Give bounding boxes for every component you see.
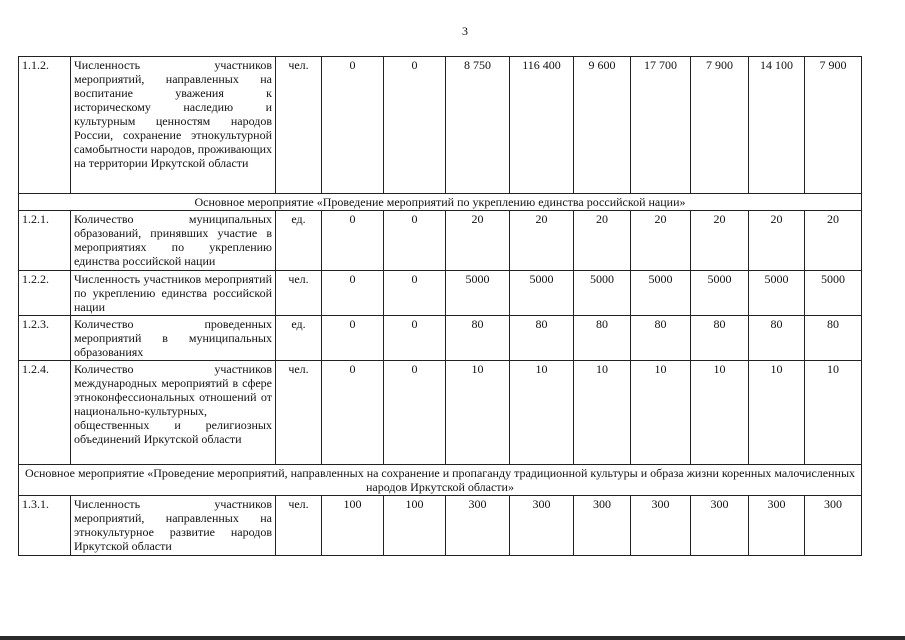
- value-cell: 7 900: [691, 57, 749, 194]
- unit: ед.: [276, 211, 322, 271]
- section-row: [19, 465, 862, 496]
- section-title: Основное мероприятие «Проведение мероприятий по укреплению единства российской нации»: [19, 194, 862, 211]
- value-cell: 300: [574, 496, 631, 556]
- value-cell: 80: [749, 316, 805, 361]
- value-cell: 0: [322, 211, 384, 271]
- value-cell: 5000: [749, 271, 805, 316]
- value-cell: 20: [749, 211, 805, 271]
- value-cell: 300: [691, 496, 749, 556]
- value-cell: 300: [510, 496, 574, 556]
- value-cell: 8 750: [446, 57, 510, 194]
- value-cell: 100: [384, 496, 446, 556]
- unit: ед.: [276, 316, 322, 361]
- value-cell: 10: [446, 361, 510, 465]
- indicators-table: [18, 56, 862, 556]
- row-code: 1.1.2.: [19, 57, 71, 194]
- value-cell: 5000: [631, 271, 691, 316]
- indicator-name: Численность участников мероприятий, направленных на этнокультурное развитие народов Иркутской области: [71, 496, 276, 556]
- indicator-name: Численность участников мероприятий по укреплению единства российской нации: [71, 271, 276, 316]
- table-row: [19, 496, 862, 556]
- value-cell: 80: [631, 316, 691, 361]
- value-cell: 0: [384, 271, 446, 316]
- unit: чел.: [276, 271, 322, 316]
- value-cell: 80: [574, 316, 631, 361]
- table-row: [19, 271, 862, 316]
- unit: чел.: [276, 361, 322, 465]
- row-code: 1.2.4.: [19, 361, 71, 465]
- value-cell: 116 400: [510, 57, 574, 194]
- value-cell: 10: [510, 361, 574, 465]
- value-cell: 10: [631, 361, 691, 465]
- value-cell: 5000: [446, 271, 510, 316]
- value-cell: 20: [446, 211, 510, 271]
- value-cell: 0: [384, 57, 446, 194]
- unit: чел.: [276, 57, 322, 194]
- page-number: 3: [462, 24, 468, 38]
- value-cell: 80: [446, 316, 510, 361]
- row-code: 1.2.3.: [19, 316, 71, 361]
- row-code: 1.2.1.: [19, 211, 71, 271]
- value-cell: 10: [805, 361, 862, 465]
- row-code: 1.2.2.: [19, 271, 71, 316]
- indicator-name: Количество участников международных мероприятий в сфере этноконфессиональных отношений от национально-культурных, общественных и религиозных объединений Иркутской области: [71, 361, 276, 465]
- value-cell: 10: [691, 361, 749, 465]
- value-cell: 5000: [574, 271, 631, 316]
- value-cell: 300: [631, 496, 691, 556]
- section-row: [19, 194, 862, 211]
- indicator-name: Количество проведенных мероприятий в муниципальных образованиях: [71, 316, 276, 361]
- value-cell: 20: [691, 211, 749, 271]
- value-cell: 5000: [805, 271, 862, 316]
- value-cell: 0: [322, 57, 384, 194]
- value-cell: 0: [322, 316, 384, 361]
- value-cell: 14 100: [749, 57, 805, 194]
- value-cell: 9 600: [574, 57, 631, 194]
- value-cell: 300: [446, 496, 510, 556]
- table-row: [19, 316, 862, 361]
- value-cell: 80: [691, 316, 749, 361]
- value-cell: 0: [322, 271, 384, 316]
- row-code: 1.3.1.: [19, 496, 71, 556]
- value-cell: 20: [574, 211, 631, 271]
- table-row: [19, 211, 862, 271]
- value-cell: 300: [749, 496, 805, 556]
- indicator-name: Численность участников мероприятий, направленных на воспитание уважения к историческому наследию и культурным ценностям народов России, сохранение этнокультурной самобытности народов, проживающих на территории Иркутской области: [71, 57, 276, 194]
- value-cell: 0: [384, 211, 446, 271]
- value-cell: 0: [384, 361, 446, 465]
- value-cell: 5000: [691, 271, 749, 316]
- value-cell: 100: [322, 496, 384, 556]
- value-cell: 80: [805, 316, 862, 361]
- value-cell: 10: [574, 361, 631, 465]
- value-cell: 10: [749, 361, 805, 465]
- table-row: [19, 361, 862, 465]
- value-cell: 20: [805, 211, 862, 271]
- value-cell: 300: [805, 496, 862, 556]
- value-cell: 0: [322, 361, 384, 465]
- indicator-name: Количество муниципальных образований, принявших участие в мероприятиях по укреплению единства российской нации: [71, 211, 276, 271]
- value-cell: 0: [384, 316, 446, 361]
- value-cell: 20: [510, 211, 574, 271]
- value-cell: 80: [510, 316, 574, 361]
- scan-edge: [0, 636, 905, 640]
- table-row: [19, 57, 862, 194]
- value-cell: 17 700: [631, 57, 691, 194]
- value-cell: 5000: [510, 271, 574, 316]
- value-cell: 20: [631, 211, 691, 271]
- section-title: Основное мероприятие «Проведение мероприятий, направленных на сохранение и пропаганду традиционной культуры и образа жизни коренных малочисленных народов Иркутской области»: [19, 465, 862, 496]
- value-cell: 7 900: [805, 57, 862, 194]
- unit: чел.: [276, 496, 322, 556]
